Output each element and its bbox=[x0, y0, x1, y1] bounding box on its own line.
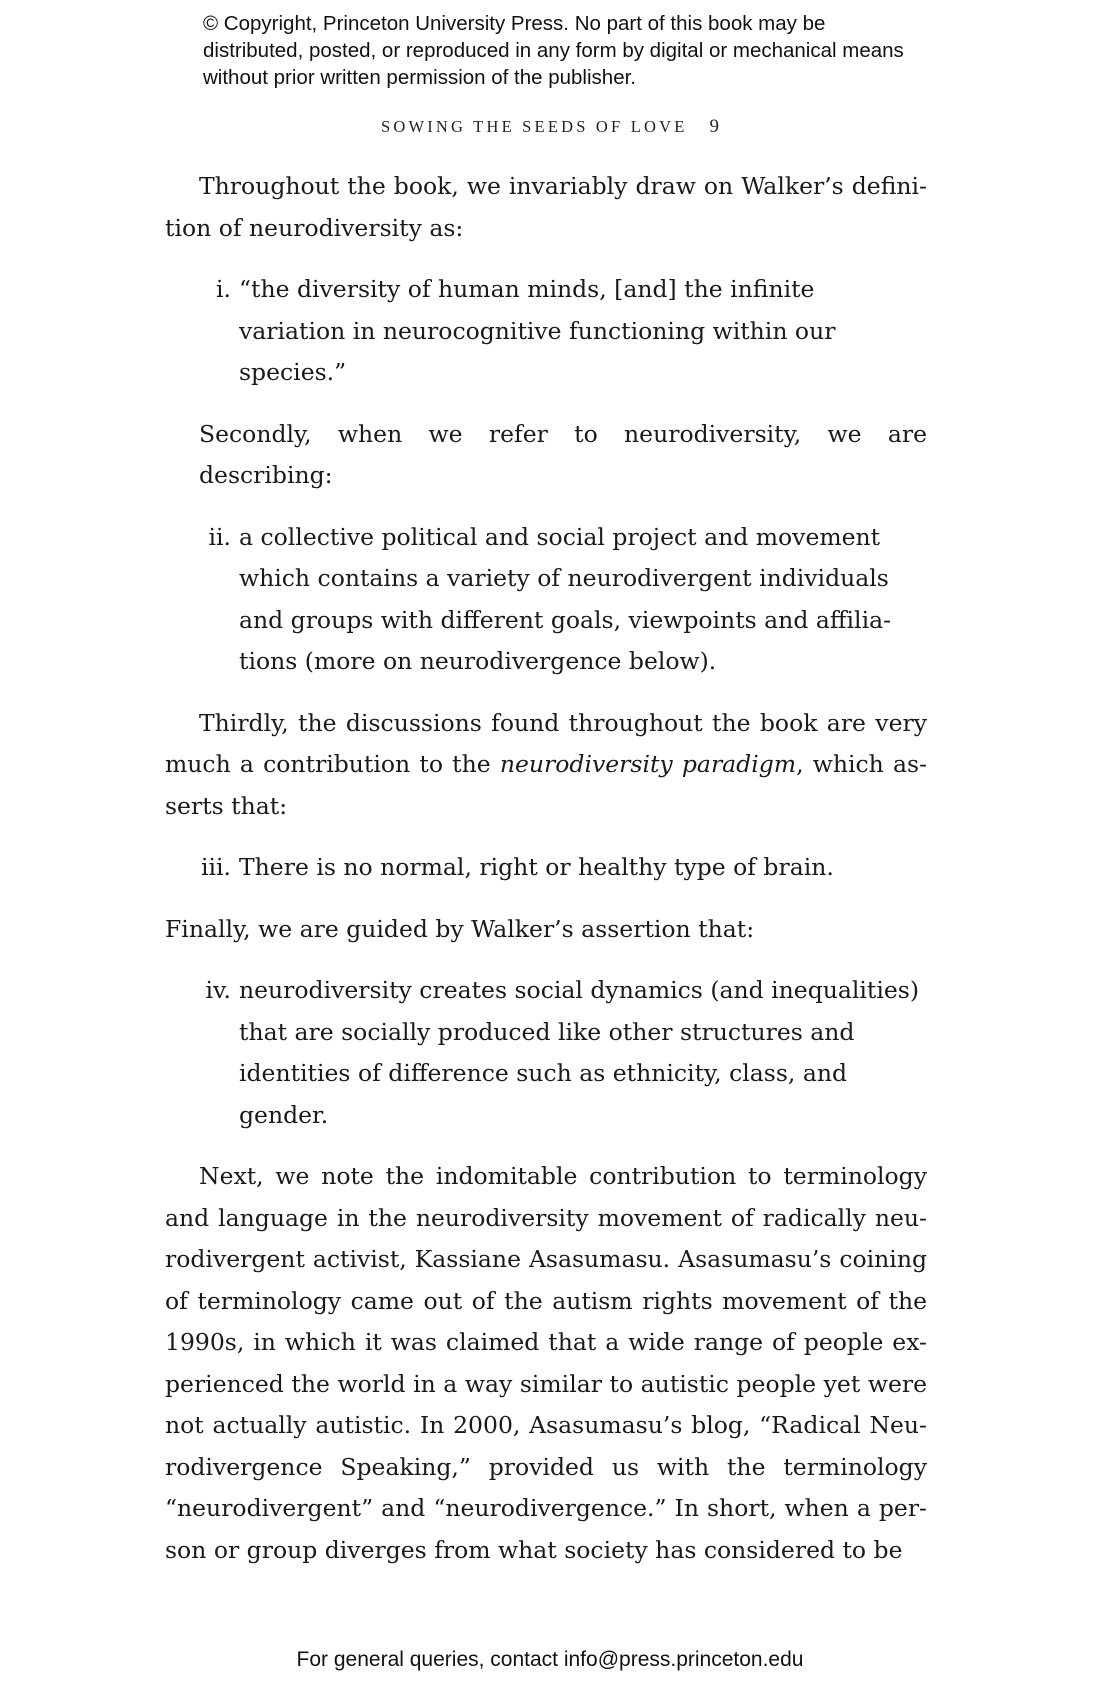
list-text: There is no normal, right or healthy type of brain. bbox=[239, 853, 834, 881]
body-text bbox=[165, 166, 927, 1571]
list-item-iii bbox=[165, 847, 927, 889]
paragraph-3-italic: neurodiversity paradigm bbox=[499, 750, 797, 778]
list-text: a collective political and social project and movement which contains a variety of neurodivergent individuals and groups with different goals, viewpoints and affilia-tions (more on neurodivergence below). bbox=[239, 522, 892, 675]
paragraph-3-part-1: Thirdly, the discussions found throughout the book are very much a contribution to the bbox=[165, 708, 927, 778]
list-number: iv. bbox=[205, 976, 231, 1004]
list-number: iii. bbox=[200, 853, 231, 881]
paragraph-1: Throughout the book, we invariably draw on Walker’s defini-tion of neurodiversity as: bbox=[165, 172, 927, 242]
list-number: ii. bbox=[208, 522, 231, 551]
paragraph-2: Secondly, when we refer to neurodiversity, we are describing: bbox=[199, 419, 927, 489]
list-item-i bbox=[165, 269, 927, 394]
paragraph-3 bbox=[165, 703, 927, 828]
footer-contact: For general queries, contact info@press.princeton.edu bbox=[296, 1648, 804, 1671]
list-text: “the diversity of human minds, [and] the infinite variation in neurocognitive functioning within our species.” bbox=[239, 275, 836, 386]
paragraph-5: Next, we note the indomitable contribution to terminology and language in the neurodiversity movement of radically neu-rodivergent activist, Kassiane Asasumasu. Asasumasu’s coining of terminology came out of the autism rights movement of the 1990s, in which it was claimed that a wide range of people ex-perienced the world in a way similar to autistic people yet were not actually autistic. In 2000, Asasumasu’s blog, “Radical Neu-rodivergence Speaking,” provided us with the terminology “neurodivergent” and “neurodivergence.” In short, when a per-son or group diverges from what society has considered to be bbox=[165, 1162, 927, 1564]
page-number: 9 bbox=[709, 116, 720, 137]
paragraph-4: Finally, we are guided by Walker’s assertion that: bbox=[165, 914, 755, 943]
copyright-notice: © Copyright, Princeton University Press. No part of this book may be distributed, posted, or reproduced in any form by digital or mechanical means without prior written permission of the publisher. bbox=[203, 12, 904, 89]
list-number: i. bbox=[216, 275, 231, 303]
list-item-iv bbox=[165, 970, 927, 1136]
list-item-ii bbox=[165, 517, 927, 683]
list-text: neurodiversity creates social dynamics (and inequalities) that are socially produced like other structures and identities of difference such as ethnicity, class, and gender. bbox=[239, 976, 920, 1129]
running-head-title: SOWING THE SEEDS OF LOVE bbox=[380, 117, 688, 136]
paragraph-3-part-2: , which as-serts that: bbox=[165, 750, 928, 820]
running-head bbox=[0, 116, 1100, 138]
